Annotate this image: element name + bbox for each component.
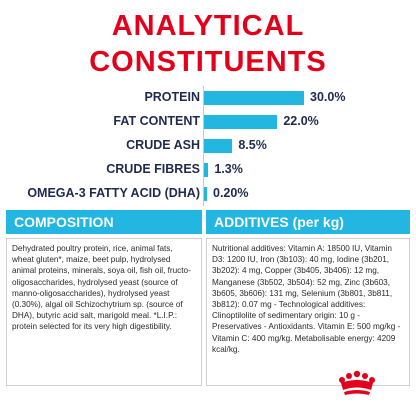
constituent-label: FAT CONTENT: [113, 114, 200, 128]
constituent-bar: [204, 91, 304, 105]
constituent-label: PROTEIN: [144, 90, 200, 104]
title-line-1: ANALYTICAL: [111, 10, 305, 42]
constituent-label: CRUDE ASH: [126, 138, 200, 152]
constituent-row: [0, 182, 416, 206]
title-line-2: CONSTITUENTS: [89, 46, 327, 78]
constituent-row: [0, 134, 416, 158]
constituent-value: 8.5%: [238, 138, 267, 152]
constituent-label: OMEGA-3 FATTY ACID (DHA): [27, 186, 200, 200]
constituent-bar: [204, 163, 208, 177]
constituents-bar-list: [0, 86, 416, 206]
additives-text: Nutritional additives: Vitamin A: 18500 IU, Vitamin D3: 1200 IU, Iron (3b103): 40 mg, Iodine (3b201, 3b202): 4 mg, Copper (3b405, 3b406): 12 mg, Manganese (3b502, 3b504): 52 mg, Zinc (3b603, 3b605, 3b606): 131 mg, Selenium (3b801, 3b811, 3b812): 0.07 mg - Technological additives: Clinoptilolite of sedimentary origin: 10 g - Preservatives - Antioxidants. Vitamin E: 500 mg/kg - Vitamin C: 400 mg/kg. Metabolisable energy: 4209 kcal/kg.: [206, 238, 410, 386]
constituent-bar: [204, 115, 277, 129]
constituent-bar: [204, 139, 232, 153]
constituent-value: 1.3%: [214, 162, 243, 176]
constituent-row: [0, 110, 416, 134]
constituent-value: 30.0%: [310, 90, 346, 104]
royal-crown-icon: [336, 370, 378, 400]
constituent-value: 22.0%: [283, 114, 319, 128]
constituent-row: [0, 86, 416, 110]
composition-header: COMPOSITION: [6, 210, 202, 234]
constituent-label: CRUDE FIBRES: [106, 162, 200, 176]
constituent-value: 0.20%: [213, 186, 249, 200]
constituent-row: [0, 158, 416, 182]
constituent-bar: [204, 187, 207, 201]
additives-header: ADDITIVES (per kg): [206, 210, 410, 234]
composition-text: Dehydrated poultry protein, rice, animal fats, wheat gluten*, maize, beet pulp, hydrolysed animal proteins, minerals, soya oil, fish oil, fructo-oligosaccharides, hydrolysed yeast (source of manno-oligosaccharides), hydrolysed yeast (0.30%), algal oil Schizochytrium sp. (source of DHA), butyric acid salt, marigold meal. *L.I.P.: protein selected for its very high digestibility.: [6, 238, 202, 386]
